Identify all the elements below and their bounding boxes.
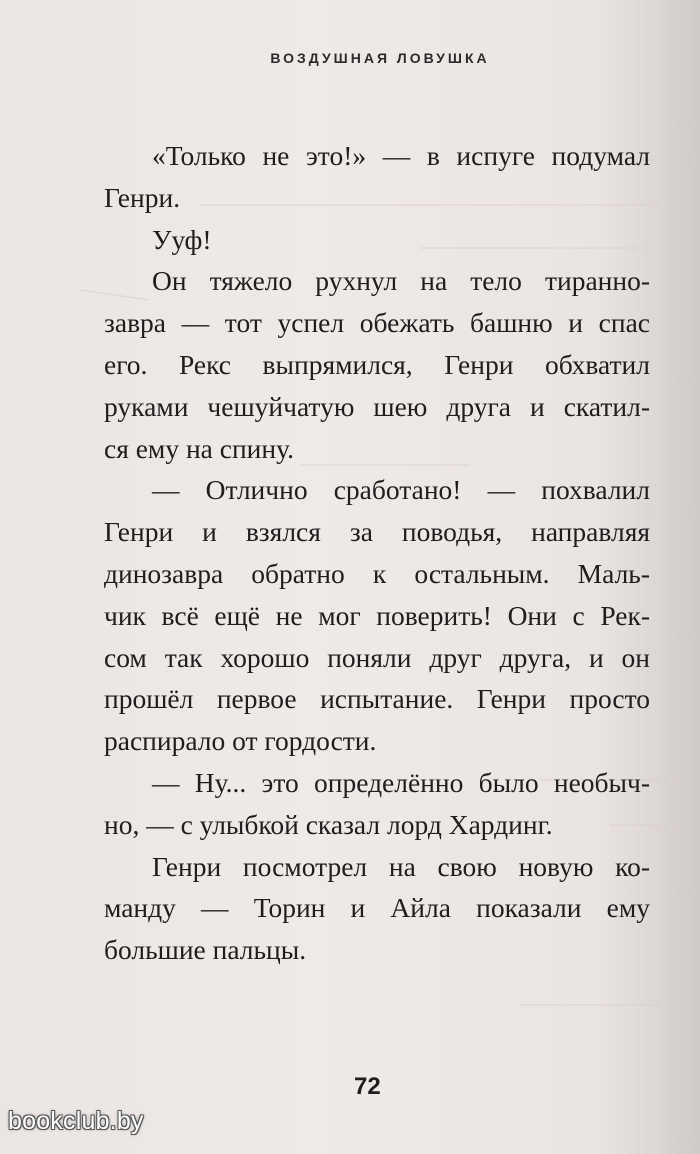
body-text (104, 135, 650, 971)
text-line: чик всё ещё не мог поверить! Они с Рек- (104, 599, 650, 631)
text-line: но, — с улыбкой сказал лорд Хардинг. (104, 808, 553, 840)
text-line: ся ему на спину. (104, 432, 294, 464)
text-line: руками чешуйчатую шею друга и скатил- (104, 390, 650, 422)
page-number: 72 (354, 1073, 381, 1100)
text-line: манду — Торин и Айла показали ему (104, 892, 650, 924)
text-line: большие пальцы. (104, 934, 307, 966)
text-line: завра — тот успел обежать башню и спас (104, 307, 650, 339)
site-watermark: bookclub.by (8, 1107, 144, 1135)
text-line: Генри. (104, 181, 181, 213)
text-line: динозавра обратно к остальным. Маль- (104, 557, 650, 589)
text-line: — Отлично сработано! — похвалил (152, 474, 650, 506)
text-line: прошёл первое испытание. Генри просто (104, 683, 650, 715)
text-line: Он тяжело рухнул на тело тиранно- (152, 265, 650, 297)
running-title: ВОЗДУШНАЯ ЛОВУШКА (270, 50, 490, 66)
text-line: распирало от гордости. (104, 725, 377, 757)
text-line: Ууф! (152, 223, 212, 255)
text-line: его. Рекс выпрямился, Генри обхватил (104, 348, 650, 380)
text-line: — Ну... это определённо было необыч- (152, 766, 650, 798)
text-line: Генри и взялся за поводья, направляя (104, 516, 650, 548)
text-line: «Только не это!» — в испуге подумал (152, 140, 650, 171)
text-line: Генри посмотрел на свою новую ко- (152, 850, 650, 882)
text-line: сом так хорошо поняли друг друга, и он (104, 641, 650, 673)
